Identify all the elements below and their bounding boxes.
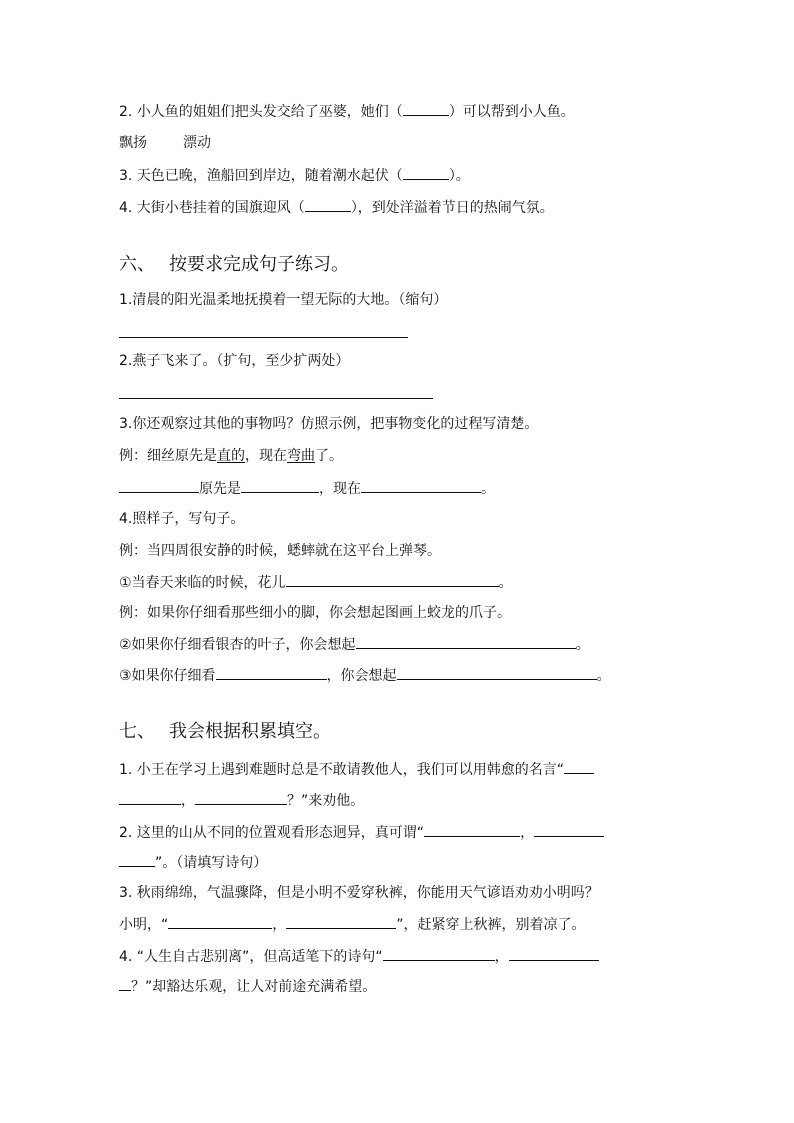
answer-blank[interactable] [305,197,351,212]
answer-blank[interactable] [356,634,576,649]
answer-blank[interactable] [216,665,327,680]
answer-blank[interactable] [424,822,520,837]
answer-blank[interactable] [361,478,481,493]
part6-question-3: 3.你还观察过其他的事物吗？仿照示例，把事物变化的过程写清楚。 [119,416,539,432]
part7-question-3-cont: 小明，“ ， ”，赶紧穿上秋裤，别着凉了。 [119,914,586,935]
part6-example: 例：如果你仔细看那些细小的脚，你会想起图画上蛟龙的爪子。 [119,605,511,621]
answer-blank[interactable] [119,478,199,493]
part6-question-2: 2.燕子飞来了。（扩句，至少扩两处） [119,353,350,369]
answer-blank[interactable] [403,165,449,180]
section-heading-7: 七、 我会根据积累填空。 [119,721,331,742]
part6-example: 例：当四周很安静的时候，蟋蟀就在这平台上弹琴。 [119,543,441,559]
answer-blank[interactable] [168,914,272,929]
word-choice: 飘扬 [119,135,147,151]
part5-question-3: 3. 天色已晚，渔船回到岸边，随着潮水起伏（ ）。 [119,165,470,186]
answer-blank[interactable] [119,852,155,867]
word-choices [119,133,211,153]
answer-blank[interactable] [509,946,599,961]
part7-question-2-cont: ”。（请填写诗句） [119,852,267,873]
answer-blank[interactable] [397,665,597,680]
answer-blank[interactable] [403,101,449,116]
part5-question-2: 2. 小人鱼的姐姐们把头发交给了巫婆，她们（ ）可以帮到小人鱼。 [119,101,575,122]
answer-line[interactable] [119,337,408,338]
part7-question-1-cont: ， ？”来劝他。 [119,790,364,811]
answer-blank[interactable] [383,946,495,961]
part7-question-2: 2. 这里的山从不同的位置观看形态迥异，真可谓“ ， [119,822,604,843]
section-heading-6: 六、 按要求完成句子练习。 [119,254,349,275]
answer-line[interactable] [119,398,433,399]
part7-question-4: 4. “人生自古悲别离”，但高适笔下的诗句“ ， [119,946,599,967]
answer-blank[interactable] [241,478,319,493]
part6-item-1: ①当春天来临的时候，花儿 。 [119,572,513,593]
answer-blank[interactable] [286,572,499,587]
part6-item-2: ②如果你仔细看银杏的叶子，你会想起 。 [119,634,590,655]
part5-question-4: 4. 大街小巷挂着的国旗迎风（ ），到处洋溢着节日的热闹气氛。 [119,197,554,218]
part6-example: 例：细丝原先是直的，现在弯曲了。 [119,448,343,464]
part6-question-4: 4.照样子，写句子。 [119,511,245,527]
answer-blank[interactable] [534,822,604,837]
part6-item-3: ③如果你仔细看 ，你会想起 。 [119,665,611,686]
part7-question-4-cont: ？”却豁达乐观，让人对前途充满希望。 [119,976,376,997]
answer-blank[interactable] [119,790,181,805]
word-choice: 漂动 [183,135,211,151]
answer-blank[interactable] [564,759,594,774]
part6-fill-sentence: 原先是 ，现在 。 [119,478,495,499]
part7-question-1: 1. 小王在学习上遇到难题时总是不敢请教他人，我们可以用韩愈的名言“ [119,759,594,780]
part7-question-3: 3. 秋雨绵绵，气温骤降，但是小明不爱穿秋裤，你能用天气谚语劝劝小明吗？ [119,885,599,901]
answer-blank[interactable] [286,914,396,929]
answer-blank[interactable] [119,976,131,991]
answer-blank[interactable] [195,790,287,805]
part6-question-1: 1.清晨的阳光温柔地抚摸着一望无际的大地。（缩句） [119,292,448,308]
